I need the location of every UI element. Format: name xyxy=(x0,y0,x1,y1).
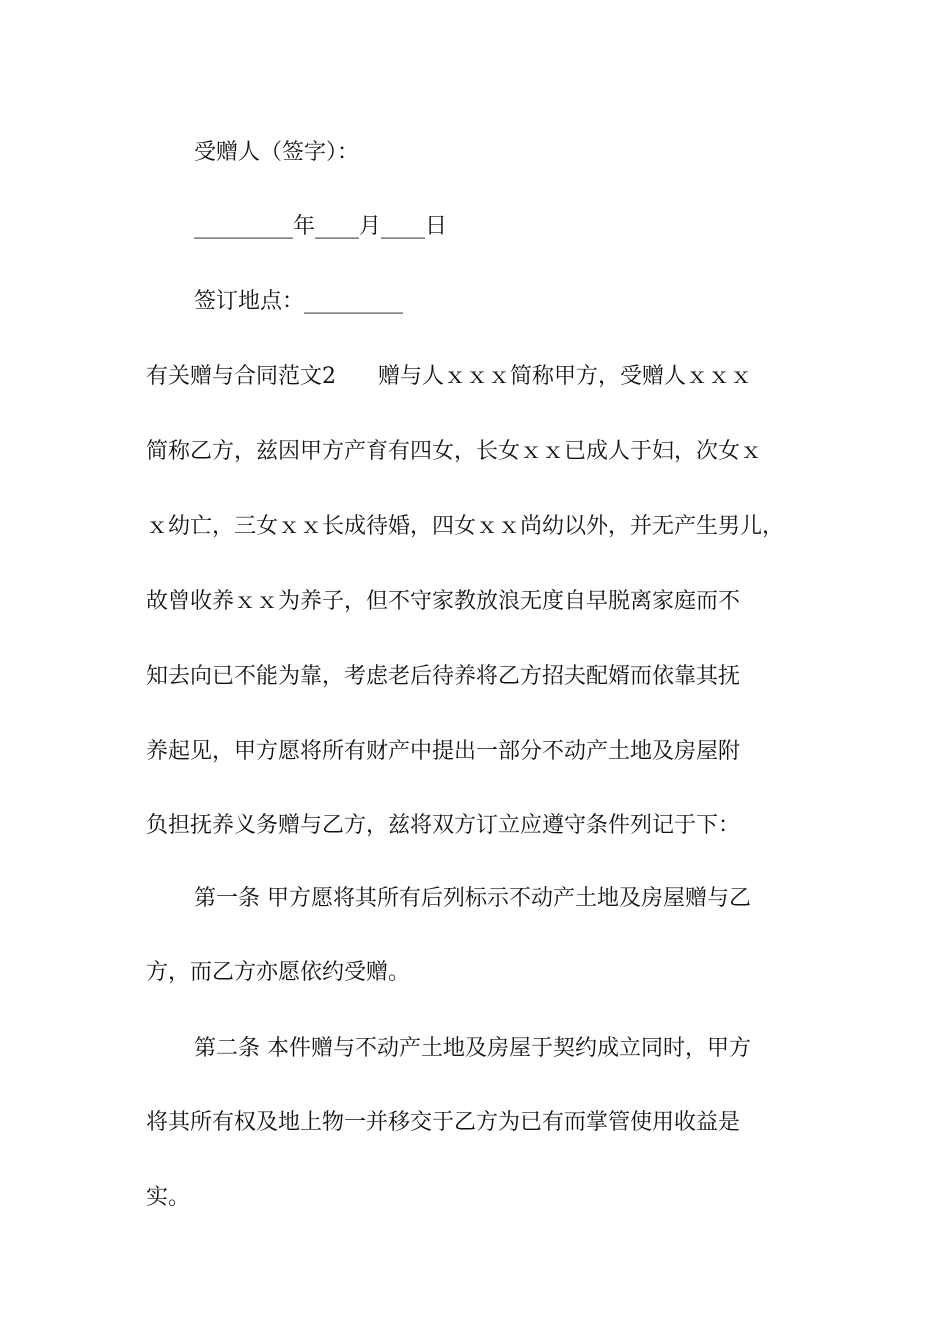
paragraph-line: 知去向已不能为靠，考虑老后待养将乙方招夫配婿而依靠其抚 xyxy=(146,664,741,689)
article-two-continuation: 将其所有权及地上物一并移交于乙方为已有而掌管使用收益是 xyxy=(146,1110,741,1135)
paragraph-line: 故曾收养ｘｘ为养子，但不守家教放浪无度自早脱离家庭而不 xyxy=(146,589,741,614)
date-line: _________年____月____日 xyxy=(194,214,448,239)
paragraph-line: 简称乙方，兹因甲方产育有四女，长女ｘｘ已成人于妇，次女ｘ xyxy=(146,439,763,464)
article-two-continuation: 实。 xyxy=(146,1185,191,1210)
recipient-signature-line: 受赠人（签字）： xyxy=(194,140,360,165)
article-one-line: 第一条 甲方愿将其所有后列标示不动产土地及房屋赠与乙 xyxy=(194,886,751,911)
paragraph-line: ｘ幼亡，三女ｘｘ长成待婚，四女ｘｘ尚幼以外，并无产生男儿， xyxy=(146,514,785,539)
signing-place-line: 签订地点：_________ xyxy=(194,289,404,314)
paragraph-line: 养起见，甲方愿将所有财产中提出一部分不动产土地及房屋附 xyxy=(146,739,741,764)
paragraph-line: 负担抚养义务赠与乙方，兹将双方订立应遵守条件列记于下： xyxy=(146,813,741,838)
paragraph-line: 有关赠与合同范文2 赠与人ｘｘｘ简称甲方，受赠人ｘｘｘ xyxy=(146,364,752,389)
article-one-continuation: 方，而乙方亦愿依约受赠。 xyxy=(146,960,411,985)
article-two-line: 第二条 本件赠与不动产土地及房屋于契约成立同时，甲方 xyxy=(194,1036,751,1061)
